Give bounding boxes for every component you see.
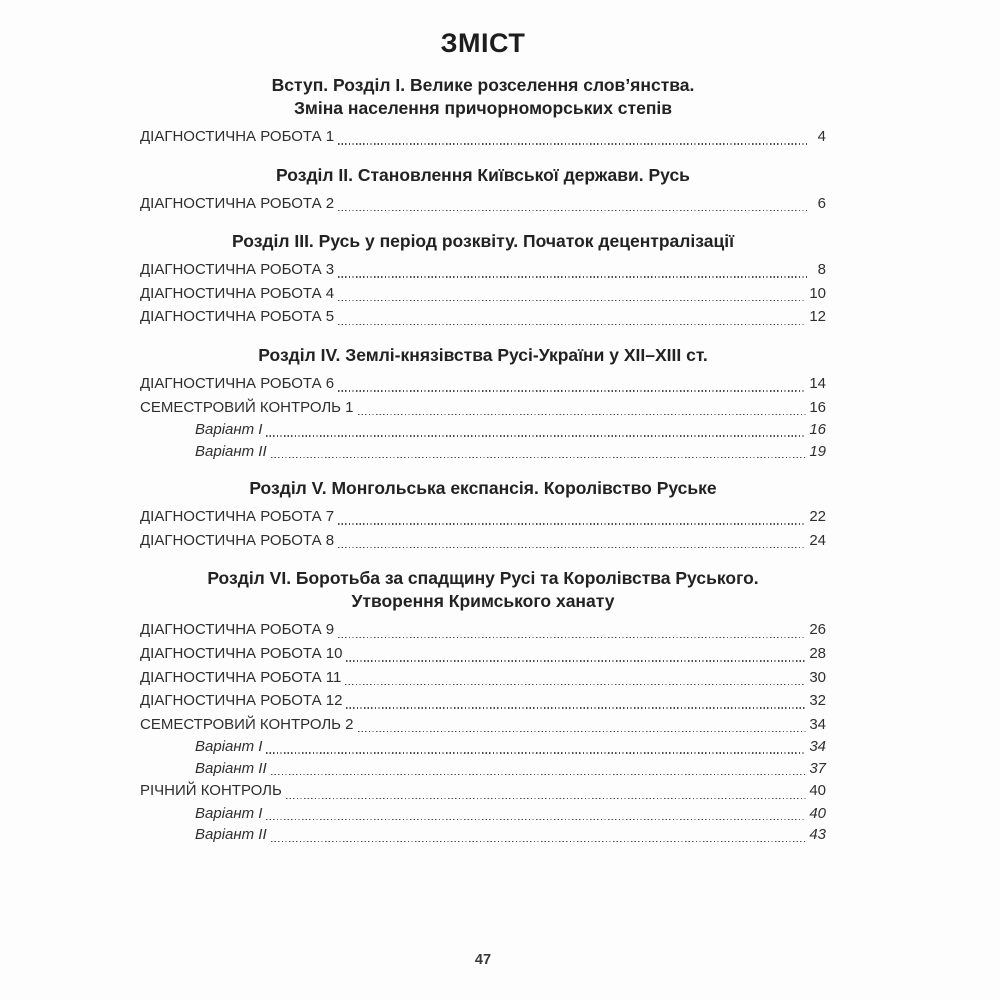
toc-entry: [140, 125, 826, 149]
toc-section: [140, 477, 826, 552]
toc-entry-page-number: 6: [817, 194, 826, 212]
toc-entry-label: Варіант II: [195, 826, 267, 844]
toc-entry-label: ДІАГНОСТИЧНА РОБОТА 5: [140, 308, 335, 326]
dot-leader: [346, 707, 806, 708]
toc-entry: [140, 666, 826, 690]
toc-entry-page-number: 34: [809, 738, 826, 756]
dot-leader: [338, 324, 806, 325]
toc-entry-page-number: 26: [809, 621, 826, 639]
dot-leader: [266, 435, 806, 436]
toc-entry-page-number: 22: [809, 508, 826, 526]
toc-section: [140, 74, 826, 149]
toc-entry-label: Варіант I: [195, 421, 263, 439]
toc-entry: [140, 689, 826, 713]
toc-section: [140, 567, 826, 846]
toc-entry-page-number: 30: [809, 668, 826, 686]
toc-entry-label: Варіант II: [195, 759, 267, 777]
toc-content: [140, 28, 826, 846]
section-heading-line: Розділ VI. Боротьба за спадщину Русі та Королівства Руського.: [207, 568, 759, 589]
toc-entry-page-number: 16: [809, 398, 826, 416]
toc-entry-page-number: 28: [809, 644, 826, 662]
toc-entry-page-number: 8: [817, 261, 826, 279]
toc-entry-page-number: 37: [809, 759, 826, 777]
toc-entry-page-number: 40: [809, 804, 826, 822]
dot-leader: [338, 547, 806, 548]
toc-entry-label: ДІАГНОСТИЧНА РОБОТА 6: [140, 374, 335, 392]
toc-entry-page-number: 24: [809, 531, 826, 549]
toc-entry: [140, 713, 826, 737]
dot-leader: [338, 637, 806, 638]
dot-leader: [286, 798, 806, 799]
section-heading-line: Розділ IV. Землі-князівства Русі-України у XII–XIII ст.: [258, 344, 708, 365]
toc-entry-label: СЕМЕСТРОВИЙ КОНТРОЛЬ 2: [140, 715, 354, 733]
toc-entry: [140, 396, 826, 420]
toc-entry-page-number: 43: [809, 826, 826, 844]
toc-entry-page-number: 16: [809, 421, 826, 439]
toc-entry: [140, 824, 826, 846]
dot-leader: [338, 300, 806, 301]
toc-entry-label: ДІАГНОСТИЧНА РОБОТА 11: [140, 668, 342, 686]
toc-entry-label: ДІАГНОСТИЧНА РОБОТА 7: [140, 508, 335, 526]
toc-entry-page-number: 40: [809, 782, 826, 800]
dot-leader: [338, 390, 806, 391]
toc-entry-label: Варіант II: [195, 442, 267, 460]
toc-entry-page-number: 12: [809, 308, 826, 326]
toc-entry: [140, 618, 826, 642]
toc-entry-page-number: 34: [809, 715, 826, 733]
footer-page-number: 47: [474, 952, 492, 968]
toc-entry-page-number: 10: [809, 284, 826, 302]
toc-entry-label: РІЧНИЙ КОНТРОЛЬ: [140, 782, 282, 800]
toc-section: [140, 344, 826, 462]
toc-entry-page-number: 14: [809, 374, 826, 392]
toc-entry: [140, 419, 826, 441]
dot-leader: [346, 660, 806, 661]
section-heading: [140, 567, 826, 613]
dot-leader: [271, 457, 807, 458]
toc-entry-label: ДІАГНОСТИЧНА РОБОТА 1: [140, 128, 335, 145]
toc-entry-label: ДІАГНОСТИЧНА РОБОТА 8: [140, 531, 335, 549]
section-heading-line: Вступ. Розділ I. Велике розселення слов’янства.: [271, 75, 695, 95]
toc-entry-label: ДІАГНОСТИЧНА РОБОТА 10: [140, 644, 343, 662]
section-heading: [140, 344, 826, 367]
toc-entry: [140, 258, 826, 282]
toc-entry: [140, 736, 826, 758]
toc-entry-page-number: 4: [817, 128, 826, 145]
section-heading: [140, 230, 826, 253]
dot-leader: [358, 414, 807, 415]
toc-entry-label: ДІАГНОСТИЧНА РОБОТА 2: [140, 194, 335, 212]
toc-entry: [140, 192, 826, 216]
section-heading: [140, 164, 826, 187]
toc-entry-label: СЕМЕСТРОВИЙ КОНТРОЛЬ 1: [140, 398, 354, 416]
toc-entry: [140, 505, 826, 529]
section-heading-line: Розділ II. Становлення Київської держави. Русь: [276, 164, 690, 185]
section-heading-line: Розділ V. Монгольська експансія. Королівство Руське: [249, 478, 717, 499]
toc-entry: [140, 529, 826, 553]
toc-section: [140, 164, 826, 216]
toc-entry-page-number: 32: [809, 692, 826, 710]
dot-leader: [358, 731, 807, 732]
toc-entry-label: ДІАГНОСТИЧНА РОБОТА 12: [140, 692, 343, 710]
toc-entry-label: ДІАГНОСТИЧНА РОБОТА 4: [140, 284, 335, 302]
section-heading-line: Зміна населення причорноморських степів: [293, 98, 673, 118]
dot-leader: [338, 523, 806, 524]
dot-leader: [271, 841, 807, 842]
toc-entry: [140, 779, 826, 803]
toc-entry: [140, 803, 826, 825]
dot-leader: [266, 752, 806, 753]
dot-leader: [266, 819, 806, 820]
toc-entry: [140, 642, 826, 666]
page-title: ЗМІСТ: [440, 28, 526, 58]
dot-leader: [345, 684, 806, 685]
section-heading-line: Розділ III. Русь у період розквіту. Початок децентралізації: [232, 231, 734, 252]
toc-sections: [140, 74, 826, 846]
dot-leader: [338, 143, 807, 144]
toc-entry: [140, 758, 826, 780]
toc-entry-label: ДІАГНОСТИЧНА РОБОТА 3: [140, 261, 335, 279]
dot-leader: [338, 210, 807, 211]
toc-entry: [140, 282, 826, 306]
toc-entry-label: ДІАГНОСТИЧНА РОБОТА 9: [140, 621, 335, 639]
dot-leader: [338, 276, 807, 277]
toc-entry: [140, 372, 826, 396]
section-heading-line: Утворення Кримського ханату: [351, 591, 615, 612]
toc-entry: [140, 305, 826, 329]
toc-section: [140, 230, 826, 329]
toc-entry-page-number: 19: [809, 442, 826, 460]
dot-leader: [271, 774, 807, 775]
section-heading: [140, 74, 826, 120]
section-heading: [140, 477, 826, 500]
toc-entry: [140, 441, 826, 463]
toc-entry-label: Варіант I: [195, 804, 263, 822]
toc-entry-label: Варіант I: [195, 738, 263, 756]
